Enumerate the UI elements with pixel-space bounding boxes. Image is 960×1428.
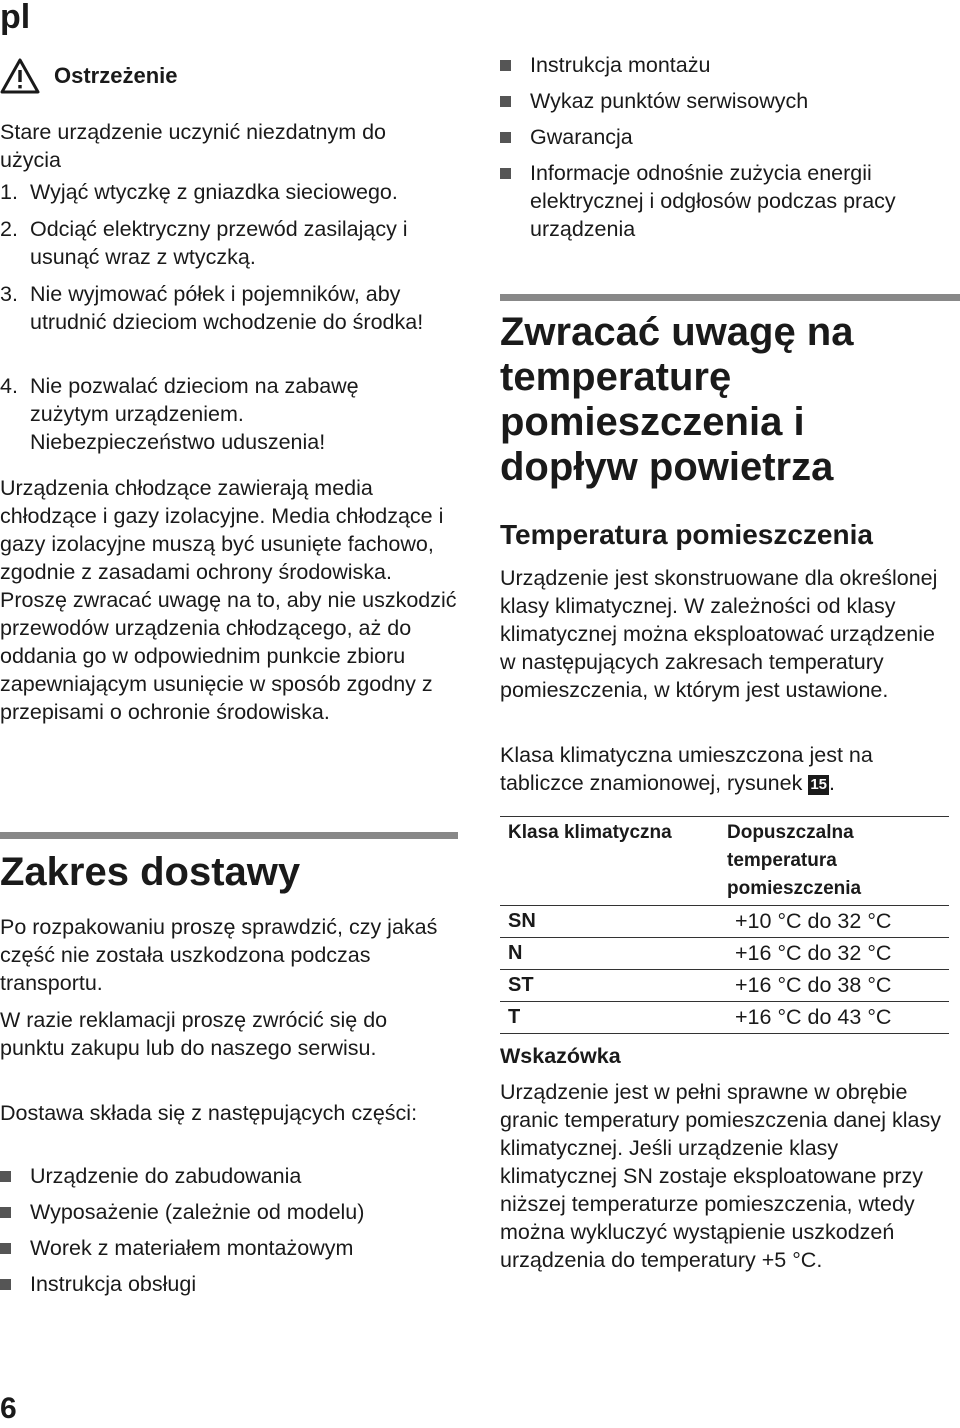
bullet-square-icon bbox=[500, 96, 511, 107]
note-title: Wskazówka bbox=[500, 1044, 621, 1068]
table-header-row bbox=[500, 817, 949, 906]
bullet-square-icon bbox=[0, 1171, 11, 1182]
table-row: N +16 °C do 32 °C bbox=[500, 938, 949, 970]
warning-intro: Stare urządzenie uczynić niezdatnym do użycia bbox=[0, 120, 387, 172]
bullet-square-icon bbox=[500, 60, 511, 71]
subheading-room-temperature: Temperatura pomieszczenia bbox=[500, 519, 873, 550]
table-row: T +16 °C do 43 °C bbox=[500, 1002, 949, 1034]
bullet-square-icon bbox=[0, 1279, 11, 1290]
page-number: 6 bbox=[0, 1392, 17, 1425]
warning-title: Ostrzeżenie bbox=[54, 63, 178, 88]
warning-triangle-icon bbox=[0, 58, 40, 94]
section-divider bbox=[0, 832, 458, 839]
delivery-paragraph-3: Dostawa składa się z następujących części: bbox=[0, 1101, 418, 1125]
table-row: SN +10 °C do 32 °C bbox=[500, 906, 949, 938]
language-tag: pl bbox=[0, 0, 31, 36]
bullet-square-icon bbox=[0, 1207, 11, 1218]
climate-class-paragraph: Urządzenie jest skonstruowane dla określonej klasy klimatycznej. W zależności od klasy klimatycznej można eksploatować urządzenie w następujących zakresach temperatury pomieszczenia, w którym jest ustawione. bbox=[500, 566, 938, 702]
section-heading-room-temperature: Zwracać uwagę na temperaturę pomieszczenia i dopływ powietrza bbox=[500, 310, 854, 489]
delivery-paragraph-2: W razie reklamacji proszę zwrócić się do punktu zakupu lub do naszego serwisu. bbox=[0, 1008, 388, 1060]
rating-plate-paragraph: Klasa klimatyczna umieszczona jest na tabliczce znamionowej, rysunek 15. bbox=[500, 743, 873, 795]
delivery-paragraph-1: Po rozpakowaniu proszę sprawdzić, czy jakaś część nie została uszkodzona podczas transportu. bbox=[0, 915, 438, 995]
disposal-paragraph: Urządzenia chłodzące zawierają media chłodzące i gazy izolacyjne. Media chłodzące i gazy izolacyjne muszą być usunięte fachowo, zgodnie z zasadami ochrony środowiska. Proszę zwracać uwagę na to, aby nie uszkodzić przewodów urządzenia chłodzącego, aż do oddania go w odpowiednim punkcie zbioru zapewniającym usunięcie w sposób zgodny z przepisami o ochronie środowiska. bbox=[0, 476, 457, 724]
bullet-square-icon bbox=[500, 168, 511, 179]
bullet-square-icon bbox=[0, 1243, 11, 1254]
section-heading-delivery: Zakres dostawy bbox=[0, 850, 301, 894]
column-header: Klasa klimatyczna bbox=[508, 822, 672, 843]
warning-header bbox=[0, 58, 178, 94]
climate-class-table bbox=[500, 816, 949, 1034]
note-paragraph: Urządzenie jest w pełni sprawne w obrębie granic temperatury pomieszczenia danej klasy klimatycznej. Jeśli urządzenie klasy klimatycznej SN zostaje eksploatowane przy niższej temperaturze pomieszczenia, wtedy można wykluczyć wystąpienie uszkodzeń urządzenia do temperatury +5 °C. bbox=[500, 1080, 941, 1272]
bullet-square-icon bbox=[500, 132, 511, 143]
table-row: ST +16 °C do 38 °C bbox=[500, 970, 949, 1002]
section-divider bbox=[500, 294, 960, 301]
column-header: Dopuszczalna temperatura pomieszczenia bbox=[727, 822, 862, 899]
figure-reference: 15 bbox=[810, 776, 827, 793]
